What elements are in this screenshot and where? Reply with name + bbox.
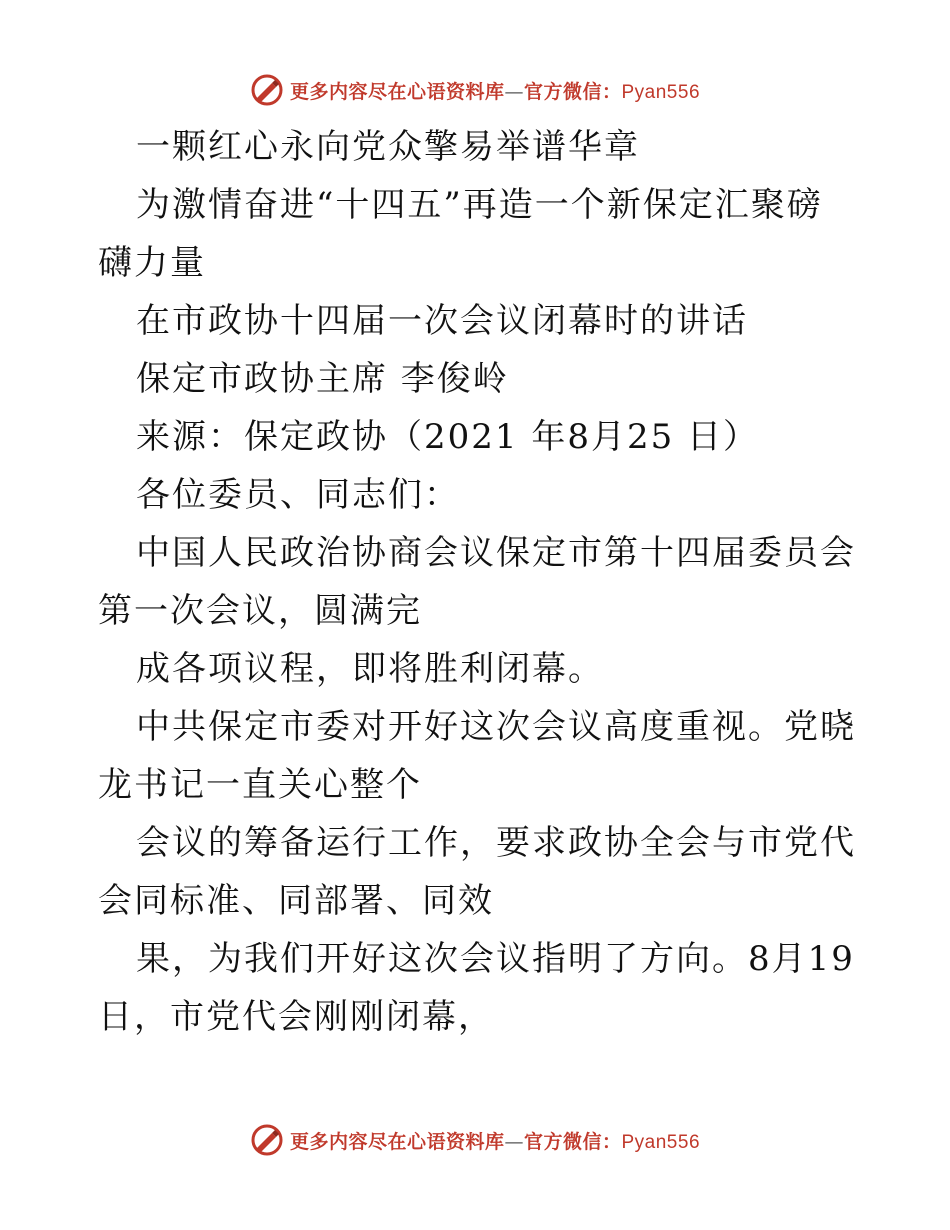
doc-paragraph: 会议的筹备运行工作，要求政协全会与市党代会同标准、同部署、同效	[98, 823, 856, 921]
doc-paragraph: 果，为我们开好这次会议指明了方向。8月19日，市党代会刚刚闭幕，	[98, 939, 855, 1037]
doc-paragraph: 中共保定市委对开好这次会议高度重视。党晓龙书记一直关心整个	[98, 707, 856, 805]
watermark-text: 更多内容尽在心语资料库—官方微信：Pyan556	[289, 80, 701, 103]
pen-circle-icon	[250, 1123, 284, 1157]
watermark-header	[0, 70, 950, 110]
watermark-footer	[0, 1120, 950, 1160]
doc-source: 来源：保定政协（2021 年8月25 日）	[136, 417, 760, 457]
pen-circle-icon	[250, 73, 284, 107]
doc-author: 保定市政协主席 李俊岭	[136, 359, 509, 399]
doc-salutation: 各位委员、同志们：	[136, 475, 460, 515]
doc-subtitle: 为激情奋进“十四五”再造一个新保定汇聚磅礴力量	[98, 185, 823, 283]
document-body	[98, 118, 858, 1046]
doc-paragraph: 成各项议程，即将胜利闭幕。	[136, 649, 604, 689]
doc-speech-title: 在市政协十四届一次会议闭幕时的讲话	[136, 301, 748, 341]
doc-title: 一颗红心永向党众擎易举谱华章	[136, 127, 640, 167]
doc-paragraph: 中国人民政治协商会议保定市第十四届委员会第一次会议，圆满完	[98, 533, 856, 631]
watermark-text: 更多内容尽在心语资料库—官方微信：Pyan556	[289, 1130, 701, 1153]
